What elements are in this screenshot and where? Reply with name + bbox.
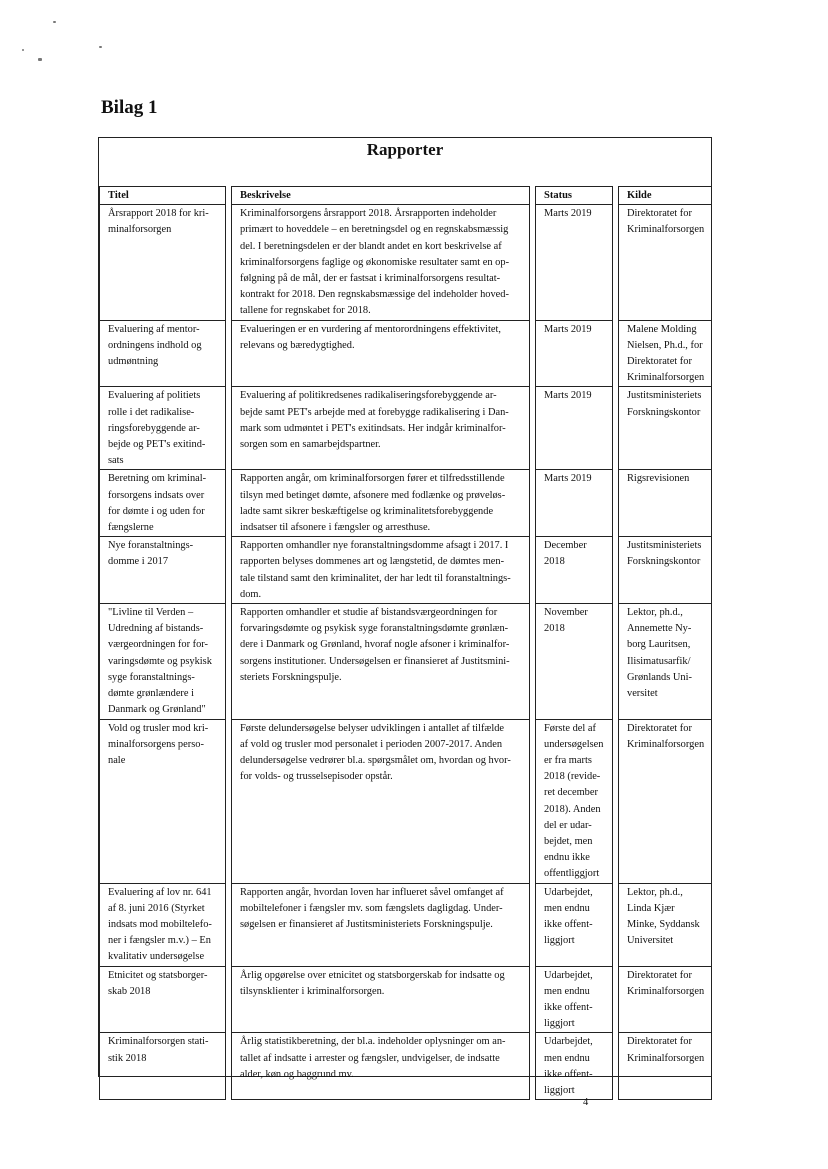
cell-line: Nye foranstaltnings- — [108, 540, 194, 552]
cell-line: domme i 2017 — [108, 556, 169, 568]
cell-line: sorgen som en samarbejdspartner. — [240, 439, 381, 451]
cell-line: men endnu — [544, 1052, 590, 1064]
cell-titel — [100, 205, 226, 320]
cell-line: Nielsen, Ph.d., for — [627, 339, 703, 351]
cell-beskrivelse — [232, 883, 530, 966]
cell-line: men endnu — [544, 902, 590, 914]
cell-line: af 8. juni 2016 (Styrket — [108, 902, 205, 914]
cell-line: Kriminalforsorgen — [627, 372, 705, 384]
cell-line: liggjort — [544, 935, 575, 947]
cell-line: Evaluering af politikredsenes radikaliseringsforebyggende ar- — [240, 390, 497, 402]
cell-line: offentliggjort — [544, 868, 600, 880]
cell-line: Rigsrevisionen — [627, 473, 690, 485]
cell-line: ner i fængsler m.v.) – En — [108, 935, 211, 947]
cell-line: ret december — [544, 787, 598, 799]
cell-line: udmøntning — [108, 356, 159, 368]
cell-line: bejde samt PET's arbejde med at forebygge radikalisering i Dan- — [240, 406, 509, 418]
cell-line: tallene for regnskabet for 2018. — [240, 305, 371, 317]
cell-line: Kriminalforsorgens årsrapport 2018. Årsrapporten indeholder — [240, 208, 497, 220]
col-header-kilde: Kilde — [619, 187, 712, 205]
cell-beskrivelse — [232, 719, 530, 883]
cell-line: steriets Forskningspulje. — [240, 671, 342, 683]
cell-titel — [100, 1033, 226, 1100]
cell-line: rolle i det radikalise- — [108, 406, 195, 418]
cell-line: forvaringsdømte og psykisk syge foranstaltningsdømte grønlæn- — [240, 623, 509, 635]
cell-beskrivelse — [232, 537, 530, 604]
cell-line: dere i Danmark og Grønland, hvoraf nogle afsoner i kriminalfor- — [240, 639, 510, 651]
cell-line: tilsyn med betinget dømte, afsonere med fodlænke og prøveløs- — [240, 489, 506, 501]
cell-line: endnu ikke — [544, 852, 590, 864]
cell-line: Universitet — [627, 935, 674, 947]
cell-line: Vold og trusler mod kri- — [108, 722, 209, 734]
cell-line: Kriminalforsorgen — [627, 985, 705, 997]
cell-beskrivelse — [232, 205, 530, 320]
cell-line: Årlig statistikberetning, der bl.a. indeholder oplysninger om an- — [240, 1036, 506, 1048]
cell-line: Linda Kjær — [627, 902, 675, 914]
cell-line: er fra marts — [544, 754, 592, 766]
reports-table-frame — [98, 137, 712, 1096]
cell-line: Udredning af bistands- — [108, 623, 204, 635]
cell-status — [536, 966, 613, 1033]
cell-line: Udarbejdet, — [544, 969, 593, 981]
cell-titel — [100, 719, 226, 883]
cell-kilde — [619, 604, 712, 719]
cell-line: sats — [108, 455, 124, 467]
cell-kilde — [619, 966, 712, 1033]
cell-line: Ilisimatusarfik/ — [627, 655, 691, 667]
cell-titel — [100, 966, 226, 1033]
page-number: 4 — [583, 1097, 589, 1108]
cell-line: mobiltelefoner i fængsler mv. som fængslets dagligdag. Under- — [240, 902, 503, 914]
table-title: Rapporter — [366, 140, 444, 159]
cell-kilde — [619, 537, 712, 604]
cell-titel — [100, 320, 226, 387]
cell-line: ikke offent- — [544, 1068, 593, 1080]
cell-status — [536, 537, 613, 604]
table-row — [100, 883, 712, 966]
cell-status — [536, 387, 613, 470]
cell-line: værgeordningen for for- — [108, 639, 209, 651]
cell-line: "Livline til Verden – — [108, 607, 194, 619]
cell-line: Etnicitet og statsborger- — [108, 969, 208, 981]
table-row — [100, 320, 712, 387]
cell-line: Minke, Syddansk — [627, 918, 700, 930]
cell-kilde — [619, 470, 712, 537]
cell-line: Direktoratet for — [627, 969, 692, 981]
cell-line: Rapporten angår, hvordan loven har influeret såvel omfanget af — [240, 886, 504, 898]
cell-line: liggjort — [544, 1084, 575, 1096]
cell-line: nale — [108, 754, 126, 766]
cell-line: Første del af — [544, 722, 596, 734]
cell-line: 2018). Anden — [544, 803, 601, 815]
cell-line: Justitsministeriets — [627, 540, 702, 552]
cell-line: del. I beretningsdelen er der blandt andet en kort beskrivelse af — [240, 240, 502, 252]
cell-line: Årlig opgørelse over etnicitet og statsborgerskab for indsatte og — [240, 969, 505, 981]
cell-line: primært to hoveddele – en beretningsdel og en regnskabsmæssig — [240, 224, 509, 236]
cell-line: Evalueringen er en vurdering af mentorordningens effektivitet, — [240, 323, 501, 335]
cell-beskrivelse — [232, 604, 530, 719]
cell-kilde — [619, 719, 712, 883]
cell-line: Malene Molding — [627, 323, 697, 335]
cell-line: minalforsorgen — [108, 224, 172, 236]
cell-line: Marts 2019 — [544, 390, 592, 402]
cell-line: minalforsorgens perso- — [108, 738, 204, 750]
cell-beskrivelse — [232, 966, 530, 1033]
cell-line: del er udar- — [544, 819, 592, 831]
cell-status — [536, 1033, 613, 1100]
cell-line: Marts 2019 — [544, 473, 592, 485]
cell-line: bejde og PET's exitind- — [108, 439, 206, 451]
cell-line: skab 2018 — [108, 985, 151, 997]
cell-line: Udarbejdet, — [544, 886, 593, 898]
cell-line: tale tilstand samt den kriminalitet, der har ledt til foranstaltnings- — [240, 572, 511, 584]
cell-line: ikke offent- — [544, 1001, 593, 1013]
cell-line: Lektor, ph.d., — [627, 607, 683, 619]
cell-line: tallet af indsatte i arrester og fængsler, undvigelser, de indsatte — [240, 1052, 500, 1064]
cell-line: Beretning om kriminal- — [108, 473, 207, 485]
cell-status — [536, 604, 613, 719]
cell-line: sorgens institutioner. Undersøgelsen er finansieret af Justitsmini- — [240, 655, 510, 667]
cell-line: undersøgelsen — [544, 738, 604, 750]
cell-line: syge foranstaltnings- — [108, 671, 195, 683]
cell-line: 2018 — [544, 556, 565, 568]
table-row — [100, 470, 712, 537]
cell-line: Kriminalforsorgen — [627, 1052, 705, 1064]
header-row — [100, 187, 712, 205]
cell-line: Evaluering af lov nr. 641 — [108, 886, 212, 898]
cell-line: December — [544, 540, 587, 552]
cell-line: borg Lauritsen, — [627, 639, 691, 651]
cell-line: søgelsen er finansieret af Justitsministeriets Forskningspulje. — [240, 918, 493, 930]
cell-line: Forskningskontor — [627, 406, 701, 418]
cell-line: Danmark og Grønland" — [108, 704, 206, 716]
cell-line: relevans og bæredygtighed. — [240, 339, 355, 351]
col-header-titel: Titel — [100, 187, 226, 205]
cell-status — [536, 883, 613, 966]
cell-line: Grønlands Uni- — [627, 671, 692, 683]
cell-line: for dømte i og uden for — [108, 505, 205, 517]
cell-line: bejdet, men — [544, 835, 593, 847]
cell-titel — [100, 537, 226, 604]
table-row — [100, 719, 712, 883]
cell-line: 2018 — [544, 623, 565, 635]
cell-titel — [100, 883, 226, 966]
cell-line: tilsynsklienter i kriminalforsorgen. — [240, 985, 385, 997]
table-row — [100, 1033, 712, 1100]
table-row — [100, 966, 712, 1033]
cell-line: Marts 2019 — [544, 323, 592, 335]
cell-line: indsatser til afsonere i fængsler og arresthuse. — [240, 522, 431, 534]
cell-line: delundersøgelse vedrører bl.a. spørgsmålet om, hvordan og hvor- — [240, 754, 511, 766]
cell-line: kontrakt for 2018. Den regnskabsmæssige del indeholder hoved- — [240, 289, 509, 301]
cell-kilde — [619, 205, 712, 320]
cell-line: stik 2018 — [108, 1052, 147, 1064]
cell-line: ikke offent- — [544, 918, 593, 930]
cell-line: Kriminalforsorgen — [627, 224, 705, 236]
cell-line: ladte samt sikrer beskæftigelse og kriminalitetsforebyggende — [240, 505, 494, 517]
cell-line: følgning på de mål, der er fastsat i kriminalforsorgens resultat- — [240, 273, 501, 285]
cell-kilde — [619, 387, 712, 470]
cell-line: Lektor, ph.d., — [627, 886, 683, 898]
table-row — [100, 604, 712, 719]
cell-beskrivelse — [232, 320, 530, 387]
cell-line: fængslerne — [108, 522, 154, 534]
cell-line: ringsforebyggende ar- — [108, 422, 200, 434]
cell-line: Kriminalforsorgen — [627, 738, 705, 750]
cell-line: Annemette Ny- — [627, 623, 692, 635]
cell-line: men endnu — [544, 985, 590, 997]
cell-line: for volds- og trusselsepisoder opstår. — [240, 771, 393, 783]
cell-line: Direktoratet for — [627, 1036, 692, 1048]
cell-line: Direktoratet for — [627, 208, 692, 220]
cell-status — [536, 719, 613, 883]
cell-line: Evaluering af politiets — [108, 390, 201, 402]
cell-line: Rapporten omhandler et studie af bistandsværgeordningen for — [240, 607, 498, 619]
cell-kilde — [619, 320, 712, 387]
cell-line: dom. — [240, 588, 262, 600]
table-row — [100, 537, 712, 604]
cell-beskrivelse — [232, 470, 530, 537]
cell-line: kriminalforsorgens faglige og økonomiske resultater samt en op- — [240, 256, 510, 268]
cell-line: Udarbejdet, — [544, 1036, 593, 1048]
cell-line: Rapporten omhandler nye foranstaltningsdomme afsagt i 2017. I — [240, 540, 509, 552]
cell-titel — [100, 470, 226, 537]
appendix-heading: Bilag 1 — [101, 97, 158, 118]
cell-line: alder, køn og baggrund mv. — [240, 1068, 354, 1080]
col-header-beskrivelse: Beskrivelse — [232, 187, 530, 205]
cell-line: forsorgens indsats over — [108, 489, 205, 501]
cell-titel — [100, 387, 226, 470]
cell-line: mark som udmøntet i PET's exitindsats. Her indgår kriminalfor- — [240, 422, 506, 434]
cell-line: Direktoratet for — [627, 356, 692, 368]
cell-status — [536, 320, 613, 387]
cell-titel — [100, 604, 226, 719]
cell-line: Direktoratet for — [627, 722, 692, 734]
cell-line: kvalitativ undersøgelse — [108, 951, 205, 963]
cell-line: Forskningskontor — [627, 556, 701, 568]
cell-line: Første delundersøgelse belyser udviklingen i antallet af tilfælde — [240, 722, 505, 734]
col-header-status: Status — [536, 187, 613, 205]
cell-line: versitet — [627, 688, 658, 700]
cell-kilde — [619, 883, 712, 966]
cell-line: varingsdømte og psykisk — [108, 655, 212, 667]
cell-line: November — [544, 607, 588, 619]
cell-line: af vold og trusler mod personalet i perioden 2007-2017. Anden — [240, 738, 503, 750]
cell-line: rapporten belyses dommenes art og længstetid, de dømtes men- — [240, 556, 505, 568]
cell-line: Rapporten angår, om kriminalforsorgen fører et tilfredsstillende — [240, 473, 505, 485]
cell-line: ordningens indhold og — [108, 339, 202, 351]
table-row — [100, 387, 712, 470]
cell-line: Kriminalforsorgen stati- — [108, 1036, 209, 1048]
cell-line: Årsrapport 2018 for kri- — [108, 208, 209, 220]
cell-line: Justitsministeriets — [627, 390, 702, 402]
cell-beskrivelse — [232, 1033, 530, 1100]
cell-line: Marts 2019 — [544, 208, 592, 220]
reports-table — [99, 186, 712, 1100]
cell-kilde — [619, 1033, 712, 1100]
cell-beskrivelse — [232, 387, 530, 470]
cell-line: dømte grønlændere i — [108, 688, 194, 700]
cell-status — [536, 205, 613, 320]
cell-line: Evaluering af mentor- — [108, 323, 200, 335]
cell-line: indsats mod mobiltelefo- — [108, 918, 212, 930]
cell-line: 2018 (revide- — [544, 771, 601, 783]
table-row — [100, 205, 712, 320]
cell-line: liggjort — [544, 1018, 575, 1030]
cell-status — [536, 470, 613, 537]
